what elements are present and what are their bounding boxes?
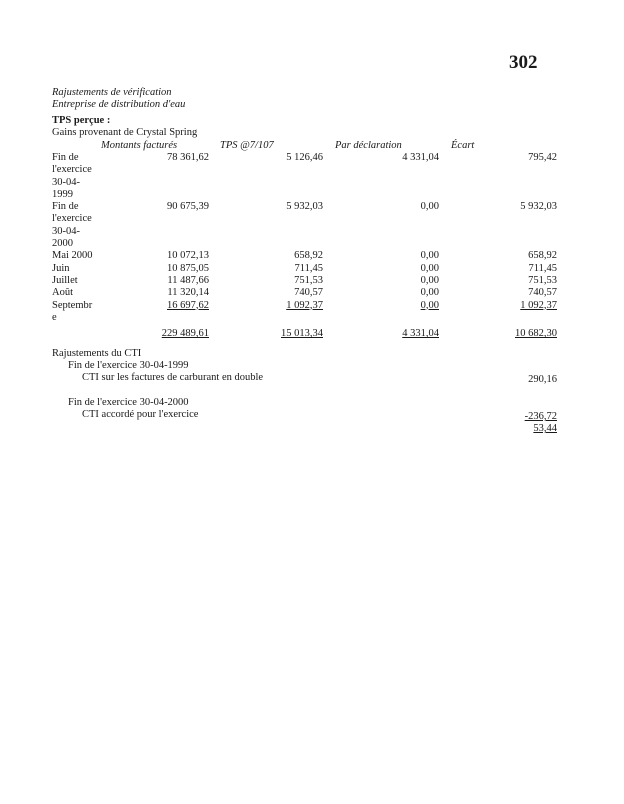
total-ecart [470,328,557,340]
cell-value: 10 875,05 [167,262,209,274]
total-value: 4 331,04 [402,328,439,340]
row-label [52,287,122,299]
row-label [52,201,122,250]
row-label [52,275,122,287]
cell-value: 658,92 [294,250,323,262]
cell-value: 5 932,03 [286,201,323,213]
cell-value: 0,00 [420,299,439,311]
cell-tps [240,201,323,213]
cell-value: 795,42 [528,152,557,163]
total-declaration [350,328,439,340]
cell-value: 5 126,46 [286,152,323,163]
cell-value: 11 487,66 [167,275,209,286]
row-label [52,300,122,325]
row-label-line: e [52,311,57,323]
page-number: 302 [509,52,538,73]
total-value: 10 682,30 [515,328,557,340]
row-label-line: Août [52,287,73,299]
cell-value: 0,00 [420,275,439,286]
cell-tps [240,250,323,262]
cti-item-amount: 290,16 [528,374,557,385]
column-header-tps: TPS @7/107 [220,140,274,151]
cell-ecart [470,287,557,299]
cell-value: 11 320,14 [167,287,209,299]
cell-ecart [470,263,557,275]
row-label-line: Juin [52,262,70,274]
cti-group-title: Fin de l'exercice 30-04-2000 [68,397,189,408]
cell-ecart [470,275,557,287]
cell-tps [240,263,323,275]
cell-value: 90 675,39 [167,201,209,213]
row-label [52,263,122,275]
column-header-declaration: Par déclaration [335,140,402,151]
cell-declaration [350,152,439,164]
cell-montants [130,287,209,299]
cell-declaration [350,263,439,275]
cell-value: 4 331,04 [402,152,439,163]
row-label-line: l'exercice [52,213,92,225]
column-header-montants: Montants facturés [101,140,178,151]
row-label-line: l'exercice [52,164,92,176]
row-label-line: Fin de [52,152,79,163]
cell-tps [240,275,323,287]
cell-value: 740,57 [294,287,323,299]
cell-tps [240,287,323,299]
column-header-ecart: Écart [451,140,475,151]
cell-value: 16 697,62 [167,299,209,311]
row-label-line: 1999 [52,188,73,200]
cell-montants [130,201,209,213]
cell-ecart [470,152,557,164]
total-value: 229 489,61 [161,328,209,340]
cell-value: 78 361,62 [167,152,209,163]
section-subheading: Gains provenant de Crystal Spring [52,127,198,138]
cell-value: 0,00 [420,262,439,274]
cell-montants [130,263,209,275]
row-label-line: 2000 [52,238,73,250]
cti-group-title: Fin de l'exercice 30-04-1999 [68,360,189,371]
cell-value: 0,00 [420,287,439,299]
cell-value: 751,53 [294,275,323,286]
cell-value: 5 932,03 [520,201,557,213]
cell-value: 10 072,13 [167,250,209,262]
cell-montants [130,250,209,262]
document-subtitle: Entreprise de distribution d'eau [52,99,186,110]
cell-value: 0,00 [420,201,439,213]
row-label-line: 30-04- [52,176,80,188]
cell-montants [130,152,209,164]
cell-value: 658,92 [528,250,557,262]
row-label-line: Mai 2000 [52,250,93,262]
cell-value: 711,45 [528,262,557,274]
cell-ecart [470,300,557,312]
cell-ecart [470,201,557,213]
cell-montants [130,300,209,312]
cell-declaration [350,201,439,213]
row-label-line: Septembr [52,299,93,311]
total-montants [130,328,209,340]
row-label [52,152,122,201]
cell-montants [130,275,209,287]
section-heading-cti: Rajustements du CTI [52,348,142,359]
cell-value: 1 092,37 [286,299,323,311]
cti-item-amount: -236,72 [524,411,557,422]
total-value: 15 013,34 [281,328,323,340]
cell-value: 1 092,37 [520,299,557,311]
total-tps [240,328,323,340]
cti-net-total: 53,44 [533,423,557,434]
cti-item-label: CTI sur les factures de carburant en double [82,372,264,383]
cell-value: 711,45 [294,262,323,274]
cell-tps [240,300,323,312]
cell-value: 751,53 [528,275,557,286]
cti-item-label: CTI accordé pour l'exercice [82,409,199,420]
cell-tps [240,152,323,164]
row-label-line: Juillet [52,275,78,286]
cell-declaration [350,300,439,312]
document-title: Rajustements de vérification [52,87,172,98]
row-label [52,250,122,262]
row-label-line: Fin de [52,201,79,213]
cell-declaration [350,250,439,262]
cell-ecart [470,250,557,262]
cell-value: 740,57 [528,287,557,299]
section-heading-tps: TPS perçue : [52,115,111,126]
cell-declaration [350,275,439,287]
row-label-line: 30-04- [52,225,80,237]
cell-declaration [350,287,439,299]
cell-value: 0,00 [420,250,439,262]
